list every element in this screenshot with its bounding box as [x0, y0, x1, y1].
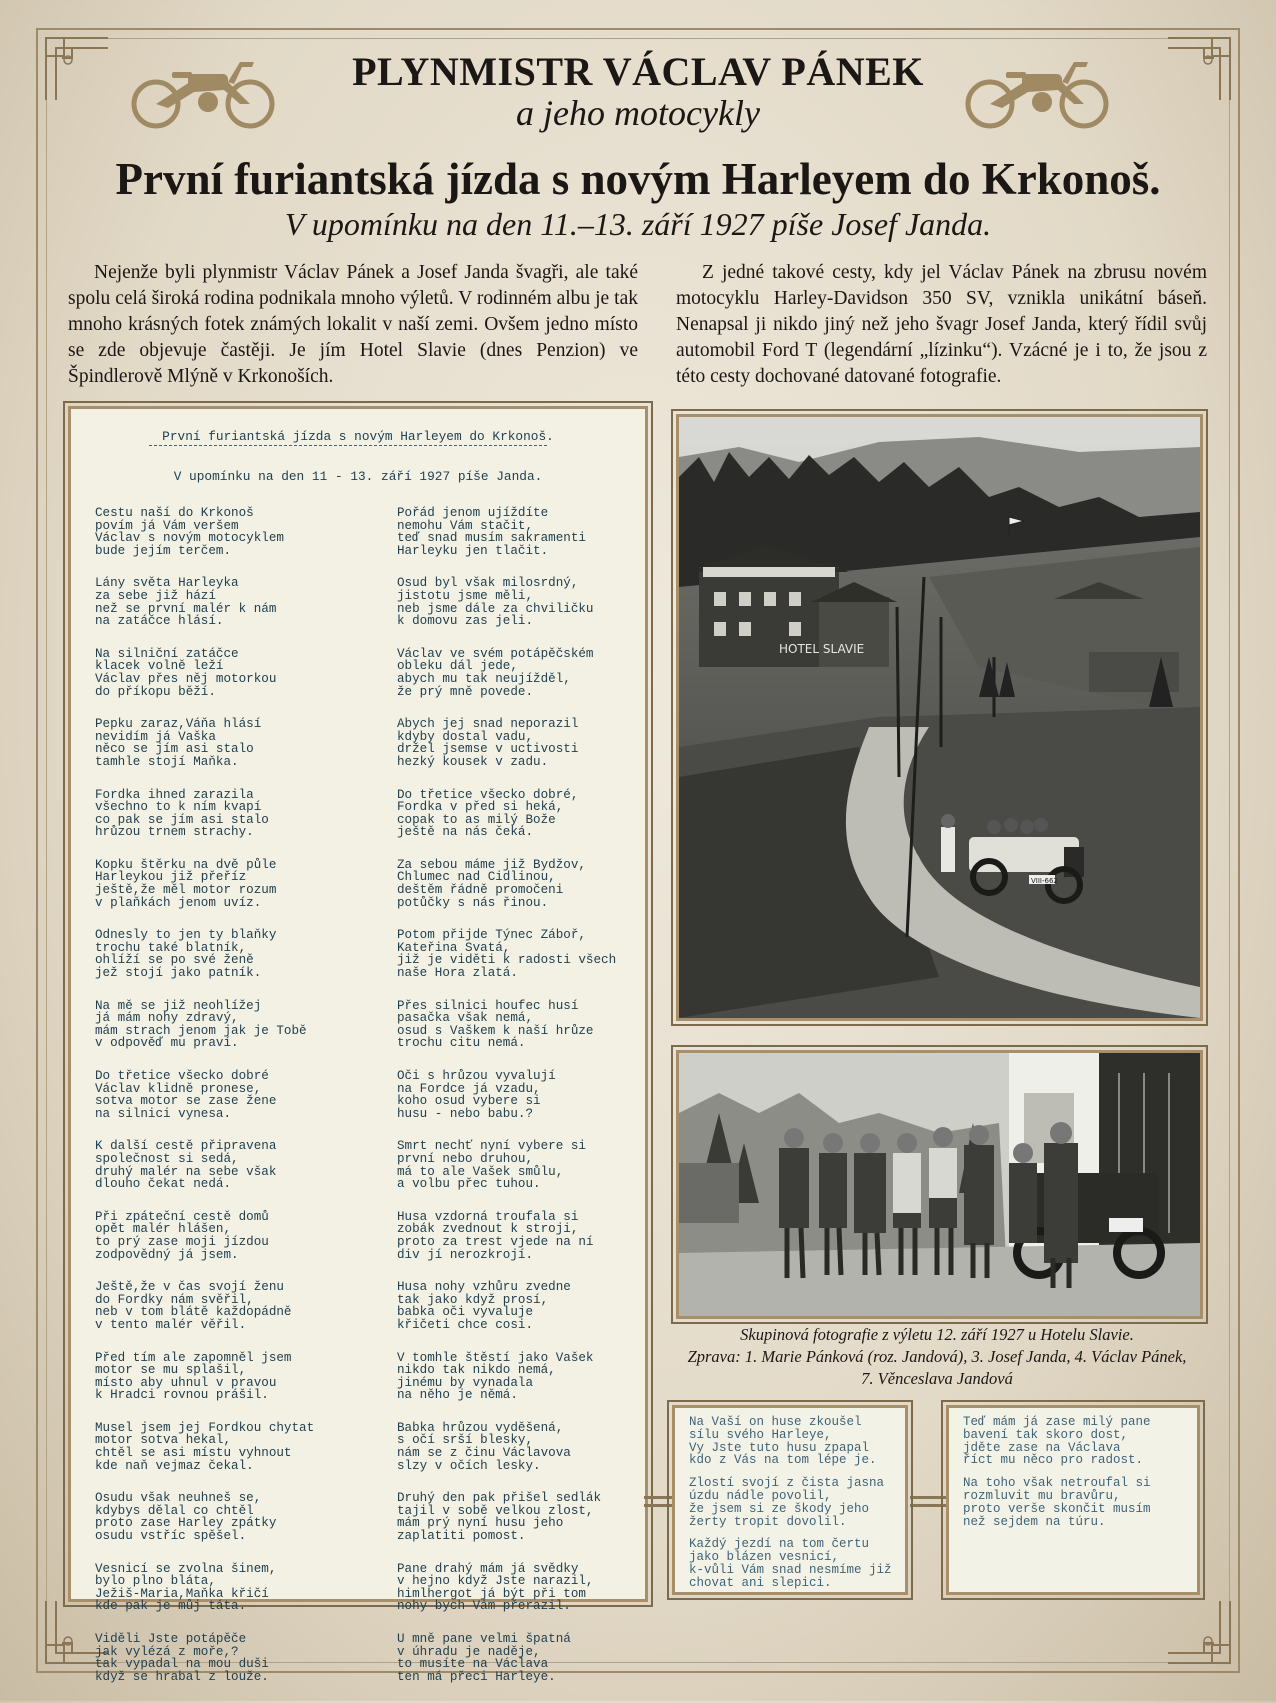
poem-stanza [689, 1477, 891, 1528]
poem-line: povím já Vám veršem [95, 518, 239, 533]
poem-line: má to ale Vašek smůlu, [397, 1164, 564, 1179]
poem-stanza [397, 1563, 657, 1613]
poem-line: Vesnicí se zvolna šinem, [95, 1561, 277, 1576]
poem-line: k domovu zas jeli. [397, 614, 534, 629]
intro-left-paragraph: Nejenže byli plynmistr Václav Pánek a Josef Janda švagři, ale také spolu celá široká rodina podnikala mnoho výletů. V rodinném albu je tak mnoho krásných fotek známých lokalit v naší zemi. Ovšem jedno místo se zde objevuje častěji. Je jím Hotel Slavie (dnes Penzion) ve Špindlerově Mlýně v Krkonoších. [68, 262, 638, 387]
poem-line: Na Vaší on huse zkoušel [689, 1415, 862, 1429]
poem-stanza [397, 1352, 657, 1402]
poem-line: Na mě se již neohlížej [95, 998, 262, 1013]
poem-line: na zatáčce hlásí. [95, 614, 224, 629]
poem-line: Husa nohy vzhůru zvedne [397, 1280, 571, 1295]
poem-line: bavení tak skoro dost, [963, 1427, 1129, 1442]
poem-line: Do třetice všecko dobré, [397, 787, 579, 802]
poem-line: opět malér hlášen, [95, 1222, 232, 1237]
poem-line: naše Hora zlatá. [397, 966, 518, 981]
poem-line: kdo z Vás na tom lépe je. [689, 1453, 877, 1468]
poem-line: Odnesly to jen ty blaňky [95, 928, 277, 943]
poem-line: Druhý den pak přišel sedlák [397, 1491, 602, 1506]
group-photo [676, 1050, 1203, 1319]
poem-line: Vy Jste tuto husu zpapal [689, 1440, 870, 1455]
poem-column-left [95, 507, 355, 1703]
poem-line: Václav klidně pronese, [95, 1081, 262, 1096]
poem-line: ten má přeci Harleye. [397, 1669, 556, 1684]
poem-line: dlouho čekat nedá. [95, 1177, 232, 1192]
poem-stanza [95, 859, 355, 909]
poem-title: První furiantská jízda s novým Harleyem do Krkonoš. [162, 429, 554, 444]
poem-stanza [95, 1070, 355, 1120]
poem-line: Cestu naší do Krkonoš [95, 506, 254, 520]
poem-line: k-vůli Vám snad nesmíme již [689, 1562, 892, 1577]
poem-stanza [397, 507, 657, 557]
poem-line: již je viděti k radosti všech [397, 953, 617, 968]
hotel-sign: HOTEL SLAVIE [779, 642, 865, 656]
poem-line: úzdu nádle povolil, [689, 1488, 832, 1503]
poem-line: než sejdem na túru. [963, 1514, 1106, 1529]
poem-line: babka oči vyvaluje [397, 1305, 534, 1320]
poem-line: něco se jím asi stalo [95, 742, 254, 757]
poem-line: druhý malér na sebe však [95, 1164, 277, 1179]
poem-stanza [95, 718, 355, 768]
poem-column-right [397, 507, 657, 1703]
poem-line: jež stojí jako patník. [95, 966, 262, 981]
poem-line: do Fordky nám svěřil, [95, 1292, 254, 1307]
poem-line: hezký kousek v zadu. [397, 754, 549, 769]
poem-line: Před tím ale zapomněl jsem [95, 1350, 292, 1365]
poem-stanza [95, 1000, 355, 1050]
poem-stanza [95, 789, 355, 839]
poem-stanza [397, 648, 657, 698]
poem-line: proto zase Harley zpátky [95, 1516, 277, 1531]
poem-line: pasačka však nemá, [397, 1011, 534, 1026]
poem-line: Harleyku jen tlačit. [397, 543, 549, 558]
poem-line: co pak se jím asi stalo [95, 812, 269, 827]
poem-line: Václav s novým motocyklem [95, 531, 284, 546]
poem-line: žerty tropit dovolil. [689, 1514, 847, 1529]
poem-stanza [397, 1633, 657, 1683]
poem-line: než se první malér k nám [95, 601, 277, 616]
poem-line: abych mu tak neujížděl, [397, 671, 571, 686]
connector-line [910, 1496, 946, 1499]
poem-stanza [397, 1422, 657, 1472]
poem-line: do příkopu běží. [95, 684, 216, 699]
poem-line: Oči s hrůzou vyvalují [397, 1069, 556, 1083]
poem-line: křičeti chce cosi. [397, 1317, 534, 1332]
poem-line: říct mu něco pro radost. [963, 1453, 1144, 1468]
poem-line: za sebe již hází [95, 588, 216, 603]
poem-line: tajil v sobě velkou zlost, [397, 1503, 594, 1518]
poem-line: Teď mám já zase milý pane [963, 1415, 1151, 1429]
poem-stanza [397, 1140, 657, 1190]
poem-line: obleku dál jede, [397, 659, 518, 674]
poem-line: Pořád jenom ujíždíte [397, 506, 549, 520]
poem-line: Na toho však netroufal si [963, 1476, 1151, 1491]
connector-line [910, 1504, 946, 1507]
poem-line: potůčky s nás řinou. [397, 895, 549, 910]
poem-stanza [397, 859, 657, 909]
poem-line: Harleykou již přeříz [95, 870, 247, 885]
typed-poem-document [68, 406, 648, 1684]
caption-line: Skupinová fotografie z výletu 12. září 1927 u Hotelu Slavie. [740, 1325, 1134, 1344]
poem-line: Přes silnici houfec husí [397, 998, 579, 1013]
poem-line: ještě na nás čeká. [397, 825, 534, 840]
poem-line: Pepku zaraz,Váňa hlásí [95, 717, 262, 732]
poem-line: Václav ve svém potápěčském [397, 646, 594, 661]
poem-stanza [95, 1492, 355, 1542]
corner-ornament-icon [1164, 1597, 1234, 1667]
hotel-slavie-photo [676, 414, 1203, 1021]
poem-stanza [689, 1538, 891, 1589]
poem-line: Ještě,že v čas svojí ženu [95, 1280, 284, 1295]
poem-clipping-1 [672, 1405, 908, 1595]
poem-line: motor se mu splašil, [95, 1363, 247, 1378]
poem-line: deštěm řádně promočeni [397, 883, 564, 898]
poem-stanza [95, 1140, 355, 1190]
car-plate: VIII-662 [1031, 877, 1058, 885]
poem-line: Pane drahý mám já svědky [397, 1561, 579, 1576]
poem-line: nemohu Vám stačit, [397, 518, 534, 533]
poem-stanza [95, 577, 355, 627]
connector-line [644, 1504, 672, 1507]
poem-stanza [397, 1000, 657, 1050]
connector-line [644, 1496, 672, 1499]
header-title: PLYNMISTR VÁCLAV PÁNEK [352, 49, 924, 94]
poem-line: proto za trest vjede na ní [397, 1234, 594, 1249]
poem-line: koho osud vybere si [397, 1094, 541, 1109]
poem-dedication: V upomínku na den 11 - 13. září 1927 píše Janda. [173, 469, 543, 484]
poem-line: to musíte na Václava [397, 1657, 549, 1672]
poem-line: kde pak je můj táta. [95, 1599, 247, 1614]
poem-line: na Fordce já vzadu, [397, 1081, 541, 1096]
poem-line: jděte zase na Václava [963, 1440, 1121, 1455]
poem-line: jistotu jsme měli, [397, 588, 534, 603]
poem-line: Lány světa Harleyka [95, 576, 239, 591]
poem-line: Kateřina Svatá, [397, 940, 511, 955]
poem-line: trochu citu nemá. [397, 1036, 526, 1051]
poem-stanza [95, 648, 355, 698]
poem-stanza [963, 1477, 1183, 1528]
poem-line: Kopku štěrku na dvě půle [95, 857, 277, 872]
poem-stanza [397, 789, 657, 839]
poem-line: Potom přijde Týnec Záboř, [397, 928, 586, 943]
poem-line: klacek volně leží [95, 659, 224, 674]
poem-line: Do třetice všecko dobré [95, 1069, 269, 1083]
poem-line: já mám nohy zdravý, [95, 1011, 239, 1026]
poem-line: nám se z činu Václavova [397, 1446, 571, 1461]
poem-stanza [95, 1281, 355, 1331]
poem-line: sotva motor se zase žene [95, 1094, 277, 1109]
poem-stanza [397, 718, 657, 768]
poem-line: rozmluvit mu bravůru, [963, 1488, 1121, 1503]
poem-stanza [397, 577, 657, 627]
poem-line: všechno to k ním kvapí [95, 800, 262, 815]
poem-line: v odpověď mu praví. [95, 1036, 239, 1051]
poem-line: v hejno když Jste narazil, [397, 1574, 594, 1589]
poem-line: Václav přes něj motorkou [95, 671, 277, 686]
poem-stanza [397, 929, 657, 979]
poem-line: Smrt nechť nyní vybere si [397, 1139, 586, 1154]
article-subtitle: V upomínku na den 11.–13. září 1927 píše Josef Janda. [284, 206, 992, 242]
poem-clipping-2 [946, 1405, 1200, 1595]
poem-stanza [397, 1492, 657, 1542]
poem-line: osud s Vaškem k naší hrůze [397, 1023, 594, 1038]
poem-line: zaplatiti pomost. [397, 1529, 526, 1544]
poem-line: bude jejím terčem. [95, 543, 232, 558]
poem-line: nohy bych Vám přerazil. [397, 1599, 571, 1614]
poem-line: chtěl se asi místu vyhnout [95, 1446, 292, 1461]
poem-line: div jí nerozkrojí. [397, 1247, 534, 1262]
poem-stanza [963, 1416, 1183, 1467]
poem-line: tak vypadal na mou duši [95, 1657, 269, 1672]
poem-line: jinému by vynadala [397, 1375, 534, 1390]
poem-line: nikdo tak nikdo nemá, [397, 1363, 556, 1378]
poem-line: Fordka v před si heká, [397, 800, 564, 815]
intro-right-paragraph: Z jedné takové cesty, kdy jel Václav Pánek na zbrusu novém motocyklu Harley-Davidson 350 SV, vznikla unikátní báseň. Nenapsal ji nikdo jiný než jeho švagr Josef Janda, který řídil svůj automobil Ford T (legendární „lízinku“). Vzácné je i to, že jsou z této cesty dochované datované fotografie. [676, 262, 1207, 387]
poem-line: držel jsemse v uctivosti [397, 742, 579, 757]
poem-line: Každý jezdí na tom čertu [689, 1537, 870, 1552]
poem-line: jak vylézá z moře,? [95, 1644, 239, 1659]
poem-line: mám prý nyní husu jeho [397, 1516, 564, 1531]
poem-line: U mně pane velmi špatná [397, 1632, 571, 1646]
poem-line: Abych jej snad neporazil [397, 717, 579, 732]
poem-line: Babka hrůzou vyděšená, [397, 1420, 564, 1435]
poem-line: kdybys dělal co chtěl [95, 1503, 254, 1518]
poem-line: společnost si sedá, [95, 1151, 239, 1166]
poem-line: Za sebou máme již Bydžov, [397, 857, 586, 872]
poem-line: ještě,že měl motor rozum [95, 883, 277, 898]
poem-line: v plaňkách jenom uvíz. [95, 895, 262, 910]
poem-line: neb jsme dále za chviličku [397, 601, 594, 616]
poem-stanza [95, 929, 355, 979]
caption-line: Zprava: 1. Marie Pánková (roz. Jandová), 3. Josef Janda, 4. Václav Pánek, [687, 1347, 1187, 1366]
poem-line: Husa vzdorná troufala si [397, 1209, 579, 1224]
poem-stanza [397, 1281, 657, 1331]
poem-line: osudu vstříc spěšel. [95, 1529, 247, 1544]
poem-line: na něho je němá. [397, 1388, 518, 1403]
poem-stanza [397, 1211, 657, 1261]
poem-line: teď snad musím sakramenti [397, 531, 586, 546]
poem-line: proto verše skončit musím [963, 1501, 1151, 1516]
poem-line: Osud byl však milosrdný, [397, 576, 579, 591]
poem-stanza [397, 1070, 657, 1120]
poem-line: Chlumec nad Cidlinou, [397, 870, 556, 885]
poem-line: první nebo druhou, [397, 1151, 534, 1166]
poem-line: s očí srší blesky, [397, 1433, 534, 1448]
poem-line: v úhradu je naděje, [397, 1644, 541, 1659]
poem-line: V tomhle štěstí jako Vašek [397, 1350, 594, 1365]
poem-line: trochu také blatník, [95, 940, 247, 955]
poem-line: motor sotva hekal, [95, 1433, 232, 1448]
poem-line: k Hradci rovnou prášil. [95, 1388, 269, 1403]
poem-divider [149, 445, 547, 446]
article-title: První furiantská jízda s novým Harleyem do Krkonoš. [115, 154, 1161, 204]
poem-line: Viděli Jste potápěče [95, 1632, 247, 1646]
poem-line: kde naň vejmaz čekal. [95, 1458, 254, 1473]
poem-line: zodpovědný já jsem. [95, 1247, 239, 1262]
poem-line: Osudu však neuhneš se, [95, 1491, 262, 1506]
poem-line: tamhle stojí Maňka. [95, 754, 239, 769]
poem-line: když se hrabal z louže. [95, 1669, 269, 1684]
poem-line: ohlíží se po své ženě [95, 953, 254, 968]
poem-stanza [95, 1422, 355, 1472]
caption-line: 7. Věnceslava Jandová [861, 1369, 1013, 1388]
poem-line: Musel jsem jej Fordkou chytat [95, 1420, 315, 1435]
poem-line: zobák zvednout k stroji, [397, 1222, 579, 1237]
poem-line: K další cestě připravena [95, 1139, 277, 1154]
poem-line: copak to as milý Bože [397, 812, 556, 827]
poem-line: chovat ani slepici. [689, 1575, 832, 1590]
poem-line: husu - nebo babu.? [397, 1106, 534, 1121]
poem-line: místo aby uhnul v pravou [95, 1375, 277, 1390]
poem-line: Zlostí svojí z čista jasna [689, 1476, 885, 1491]
poem-line: bylo plno bláta, [95, 1574, 216, 1589]
poem-line: v tento malér věřil. [95, 1317, 247, 1332]
poem-stanza [95, 1211, 355, 1261]
poem-stanza [95, 1633, 355, 1683]
poem-line: sílu svého Harleye, [689, 1427, 832, 1442]
poem-line: mám strach jenom jak je Tobě [95, 1023, 307, 1038]
poem-line: himlhergot já být při tom [397, 1586, 586, 1601]
poem-line: Na silniční zatáčce [95, 646, 239, 661]
poem-line: nevidím já Vaška [95, 729, 216, 744]
poem-line: Fordka ihned zarazila [95, 787, 254, 802]
poem-line: to prý zase moji jízdou [95, 1234, 269, 1249]
poem-line: kdyby dostal vadu, [397, 729, 534, 744]
header-subtitle: a jeho motocykly [516, 93, 760, 133]
poem-line: že jsem si ze škody jeho [689, 1501, 870, 1516]
poem-line: na silnici vynesa. [95, 1106, 232, 1121]
poem-line: Při zpáteční cestě domů [95, 1209, 269, 1224]
poem-stanza [689, 1416, 891, 1467]
poem-line: tak jako když prosí, [397, 1292, 549, 1307]
poem-stanza [95, 1352, 355, 1402]
poem-stanza [95, 507, 355, 557]
poem-line: jako blázen vesnicí, [689, 1550, 840, 1565]
poem-line: Ježiš-Maria,Maňka křičí [95, 1586, 269, 1601]
poem-line: hrůzou trnem strachy. [95, 825, 254, 840]
poem-line: a volbu přec tuhou. [397, 1177, 541, 1192]
poem-line: že prý mně povede. [397, 684, 534, 699]
poem-line: neb v tom blátě každopádně [95, 1305, 292, 1320]
poem-stanza [95, 1563, 355, 1613]
poem-line: slzy v očích lesky. [397, 1458, 541, 1473]
photo-caption [672, 1324, 1202, 1390]
